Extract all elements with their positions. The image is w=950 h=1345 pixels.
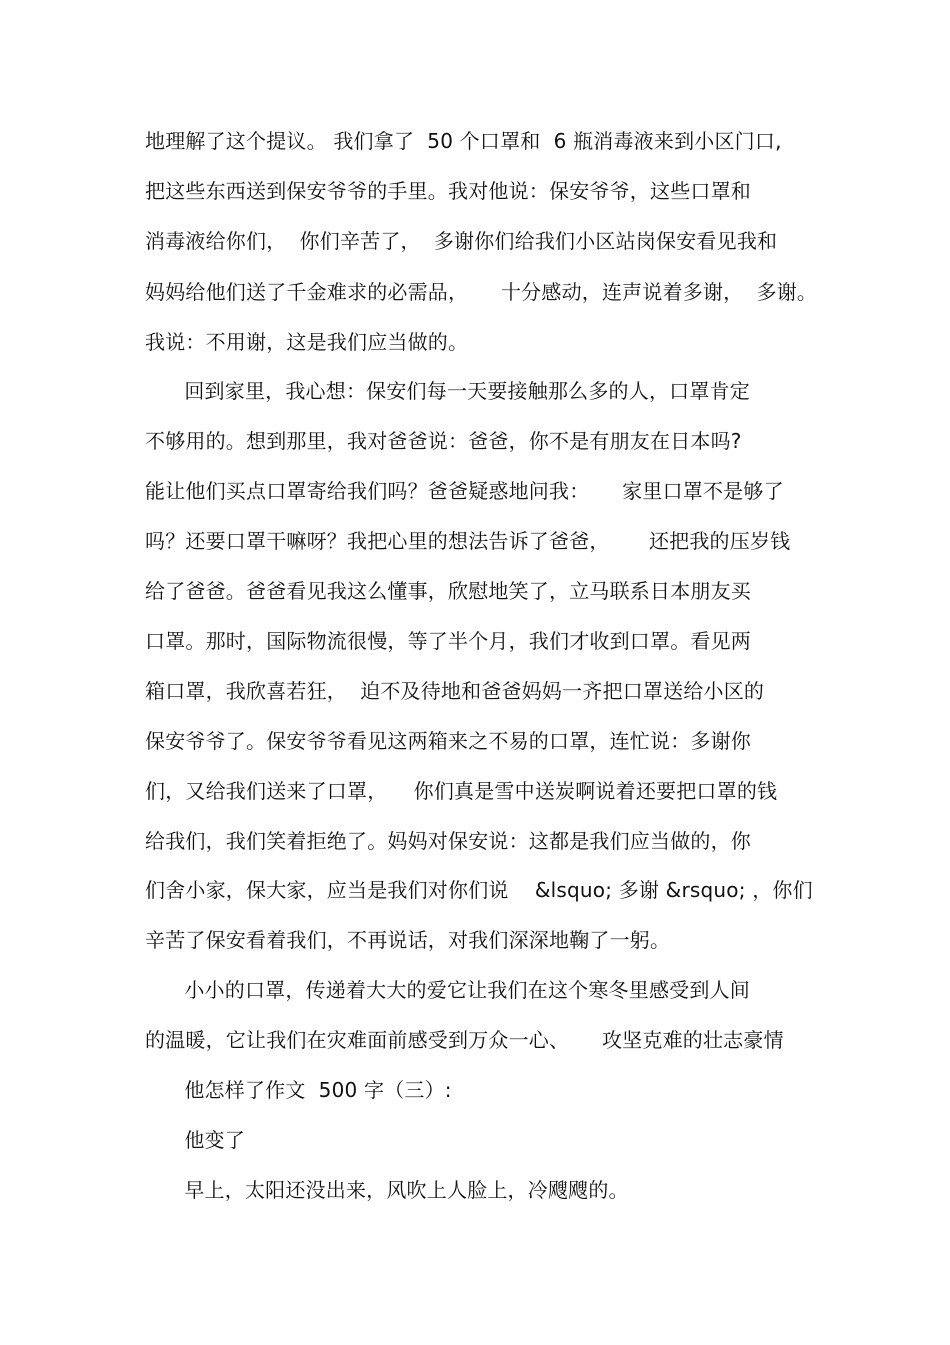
text-line: 吗？还要口罩干嘛呀？我把心里的想法告诉了爸爸， 还把我的压岁钱 [145, 529, 791, 553]
text-line: 我说：不用谢，这是我们应当做的。 [145, 330, 469, 354]
text-line: 箱口罩，我欣喜若狂， 迫不及待地和爸爸妈妈一齐把口罩送给小区的 [145, 679, 765, 703]
text-line: 不够用的。想到那里，我对爸爸说：爸爸，你不是有朋友在日本吗? [145, 429, 742, 453]
text-line: 妈妈给他们送了千金难求的必需品， 十分感动，连声说着多谢， 多谢。 [145, 280, 818, 304]
text-line: 们舍小家，保大家，应当是我们对你们说 &lsquo; 多谢 &rsquo; ，你们 [145, 878, 813, 902]
text-line: 小小的口罩，传递着大大的爱它让我们在这个寒冬里感受到人间 [145, 978, 750, 1002]
text-line: 早上，太阳还没出来，风吹上人脸上，冷飕飕的。 [145, 1178, 629, 1202]
text-line: 们，又给我们送来了口罩， 你们真是雪中送炭啊说着还要把口罩的钱 [145, 779, 778, 803]
text-line: 保安爷爷了。保安爷爷看见这两箱来之不易的口罩，连忙说：多谢你 [145, 729, 751, 753]
text-line: 回到家里，我心想：保安们每一天要接触那么多的人，口罩肯定 [145, 379, 750, 403]
text-line: 口罩。那时，国际物流很慢，等了半个月，我们才收到口罩。看见两 [145, 629, 751, 653]
text-line: 的温暖，它让我们在灾难面前感受到万众一心、 攻坚克难的壮志豪情 [145, 1028, 784, 1052]
text-line: 把这些东西送到保安爷爷的手里。我对他说：保安爷爷，这些口罩和 [145, 179, 751, 203]
text-line: 辛苦了保安看着我们，不再说话，对我们深深地鞠了一躬。 [145, 928, 671, 952]
text-line: 给了爸爸。爸爸看见我这么懂事，欣慰地笑了，立马联系日本朋友买 [145, 579, 751, 603]
text-line: 给我们，我们笑着拒绝了。妈妈对保安说：这都是我们应当做的，你 [145, 829, 751, 853]
text-line: 他变了 [145, 1128, 245, 1152]
text-line: 能让他们买点口罩寄给我们吗？爸爸疑惑地问我： 家里口罩不是够了 [145, 479, 784, 503]
text-line: 他怎样了作文 500 字（三）: [145, 1078, 452, 1102]
text-line: 地理解了这个提议。 我们拿了 50 个口罩和 6 瓶消毒液来到小区门口, [145, 129, 782, 153]
text-line: 消毒液给你们， 你们辛苦了， 多谢你们给我们小区站岗保安看见我和 [145, 229, 778, 253]
